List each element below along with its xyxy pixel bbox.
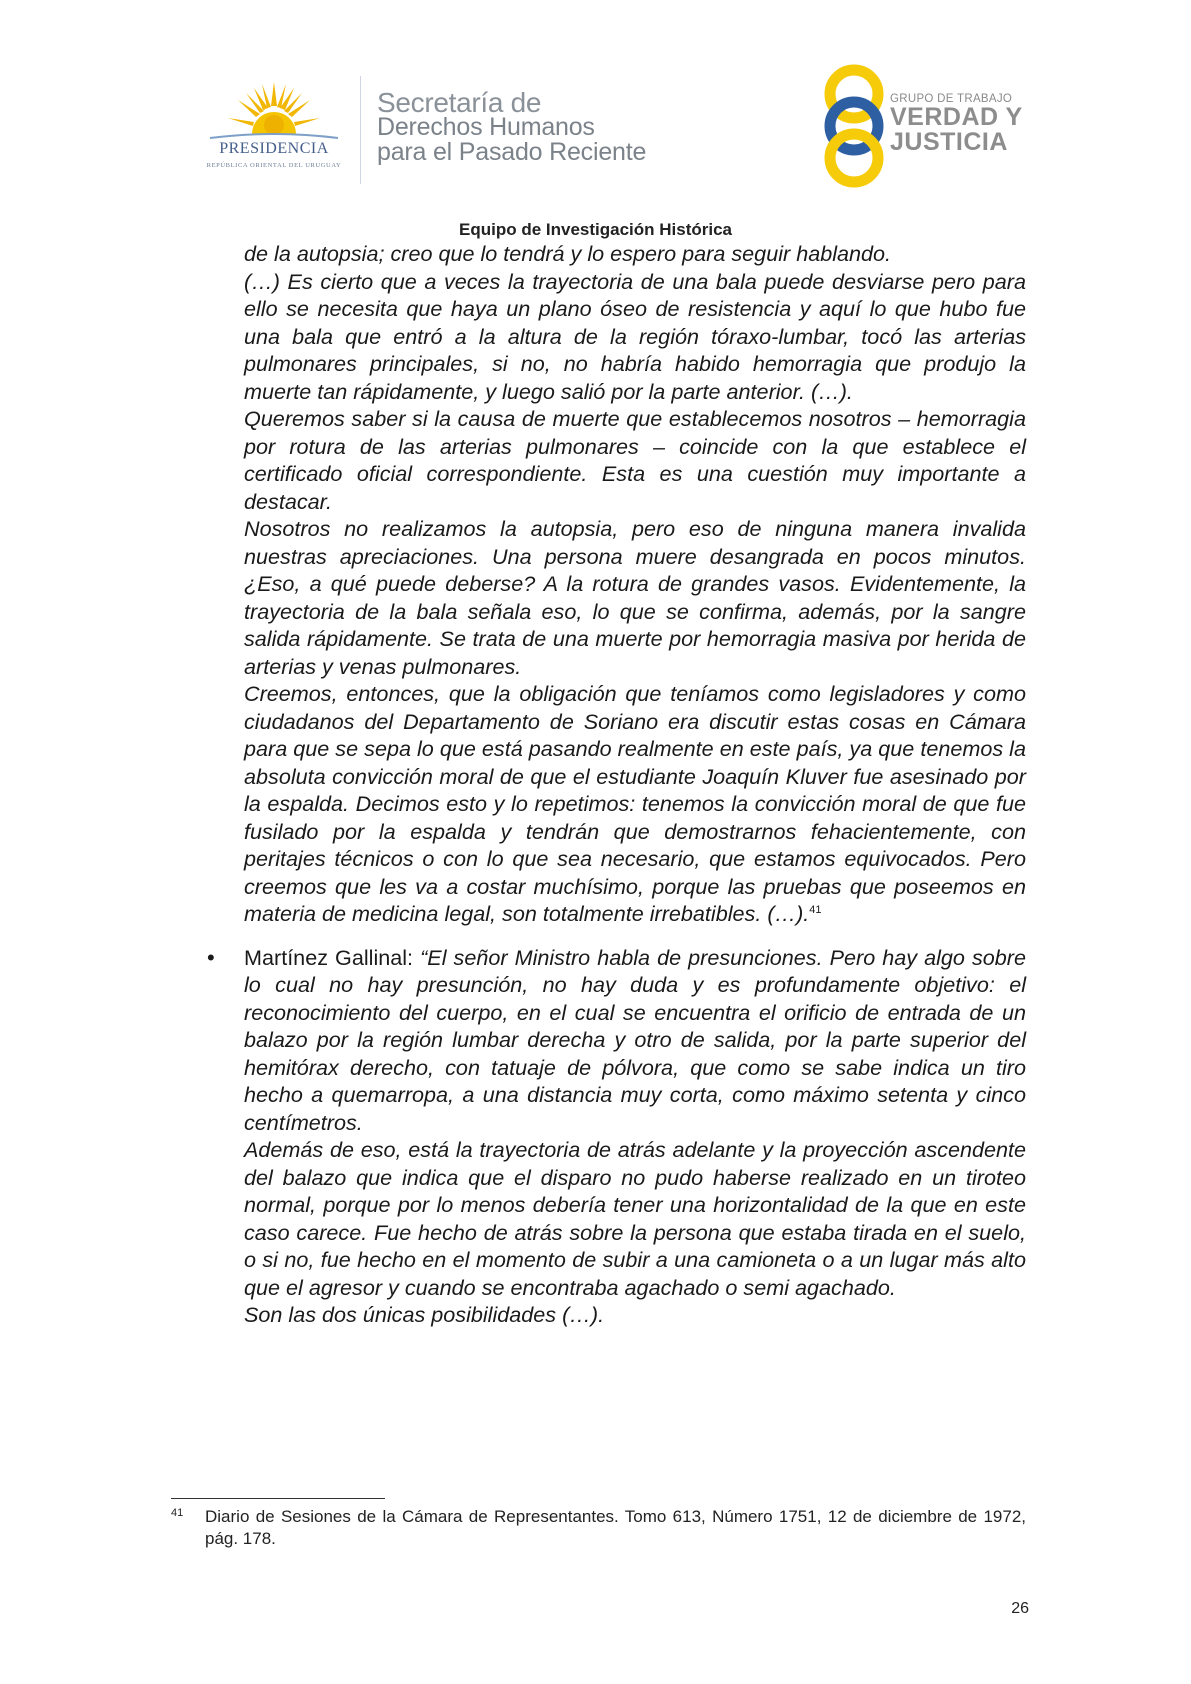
vj-line-2: JUSTICIA	[890, 128, 1008, 156]
secretaria-line-1: Secretaría de	[377, 87, 542, 118]
footnote-number: 41	[171, 1507, 184, 1519]
sun-emblem-icon	[196, 80, 352, 142]
bullet-first-paragraph	[244, 944, 1026, 1137]
footnote-text: Diario de Sesiones de la Cámara de Representantes. Tomo 613, Número 1751, 12 de diciembre de 1972, pág. 178.	[205, 1507, 1026, 1548]
footnote-reference[interactable]: 41	[809, 903, 822, 916]
quote-paragraph: (…) Es cierto que a veces la trayectoria de una bala puede desviarse pero para ello se necesita que haya un plano óseo de resistencia y aquí lo que hubo fue una bala que entró a la altura de la región tóraxo-lumbar, tocó las arterias pulmonares principales, si no, no habría habido hemorragia que produjo la muerte tan rápidamente, y luego salió por la parte anterior. (…).	[244, 268, 1026, 404]
quote-paragraph	[244, 680, 1026, 928]
secretaria-logotype	[377, 87, 647, 166]
bullet-icon: •	[207, 944, 215, 970]
bullet-paragraph: Son las dos únicas posibilidades (…).	[244, 1302, 605, 1327]
page-header	[0, 0, 1191, 200]
footnote-separator	[171, 1498, 385, 1499]
speaker-name: Martínez Gallinal:	[244, 944, 421, 970]
bullet-paragraph: Además de eso, está la trayectoria de atrás adelante y la proyección ascendente del balazo que indica que el disparo no pudo haberse realizado en un tiroteo normal, porque por lo menos debería tener una horizontalidad de la que en este caso carece. Fue hecho de atrás sobre la persona que estaba tirada en el suelo, o si no, fue hecho en el momento de subir a una camioneta o a un lugar más alto que el agresor y cuando se encontraba agachado o semi agachado.	[244, 1137, 1026, 1300]
quote-paragraph-text: Creemos, entonces, que la obligación que teníamos como legisladores y como ciudadanos del Departamento de Soriano era discutir estas cosas en Cámara para que se sepa lo que está pasando realmente en este país, ya que tenemos la absoluta convicción moral de que el estudiante Joaquín Kluver fue asesinado por la espalda. Decimos esto y lo repetimos: tenemos la convicción moral de que fue fusilado por la espalda y tendrán que demostrarnos fehacientemente, con peritajes técnicos o con lo que sea necesario, que estamos equivocados. Pero creemos que les va a costar muchísimo, porque las pruebas que poseemos en materia de medicina legal, son totalmente irrebatibles. (…).	[244, 681, 1026, 926]
quote-paragraph: Queremos saber si la causa de muerte que establecemos nosotros – hemorragia por rotura de las arterias pulmonares – coincide con la que establece el certificado oficial correspondiente. Esta es una cuestión muy importante a destacar.	[244, 406, 1026, 514]
vj-line-1: VERDAD Y	[890, 103, 1023, 131]
header-divider	[360, 76, 361, 184]
secretaria-line-2: Derechos Humanos	[377, 113, 595, 141]
verdad-justicia-logotype	[890, 93, 1023, 155]
presidencia-sublabel: REPÚBLICA ORIENTAL DEL URUGUAY	[206, 162, 342, 169]
quote-paragraph: Nosotros no realizamos la autopsia, pero eso de ninguna manera invalida nuestras apreciaciones. Una persona muere desangrada en pocos minutos. ¿Eso, a qué puede deberse? A la rotura de grandes vasos. Evidentemente, la trayectoria de la bala señala eso, lo que se confirma, además, por la sangre salida rápidamente. Se trata de una muerte por hemorragia masiva por herida de arterias y venas pulmonares.	[244, 516, 1026, 679]
vj-group-label: GRUPO DE TRABAJO	[890, 93, 1013, 105]
bullet-item	[207, 944, 1026, 1329]
presidencia-logo	[196, 80, 352, 180]
page-number: 26	[1011, 1600, 1029, 1617]
footnote	[171, 1506, 1026, 1550]
quote-paragraph: de la autopsia; creo que lo tendrá y lo espero para seguir hablando.	[244, 241, 892, 266]
presidencia-label: PRESIDENCIA	[219, 140, 329, 157]
verdad-justicia-rings-icon	[812, 62, 902, 190]
document-body	[207, 240, 1026, 1329]
speaker-quote: “El señor Ministro habla de presunciones. Pero hay algo sobre lo cual no hay presunción, no hay duda y es profundamente objetivo: el reconocimiento del cuerpo, en el cual se encuentra el orificio de entrada de un balazo por la región lumbar derecha y otro de salida, por la parte superior del hemitórax derecho, con tatuaje de pólvora, que como se sabe indica un tiro hecho a quemarropa, a una distancia muy corta, como máximo setenta y cinco centímetros.	[244, 944, 1026, 1135]
secretaria-line-3: para el Pasado Reciente	[377, 138, 647, 166]
team-title: Equipo de Investigación Histórica	[459, 220, 732, 239]
